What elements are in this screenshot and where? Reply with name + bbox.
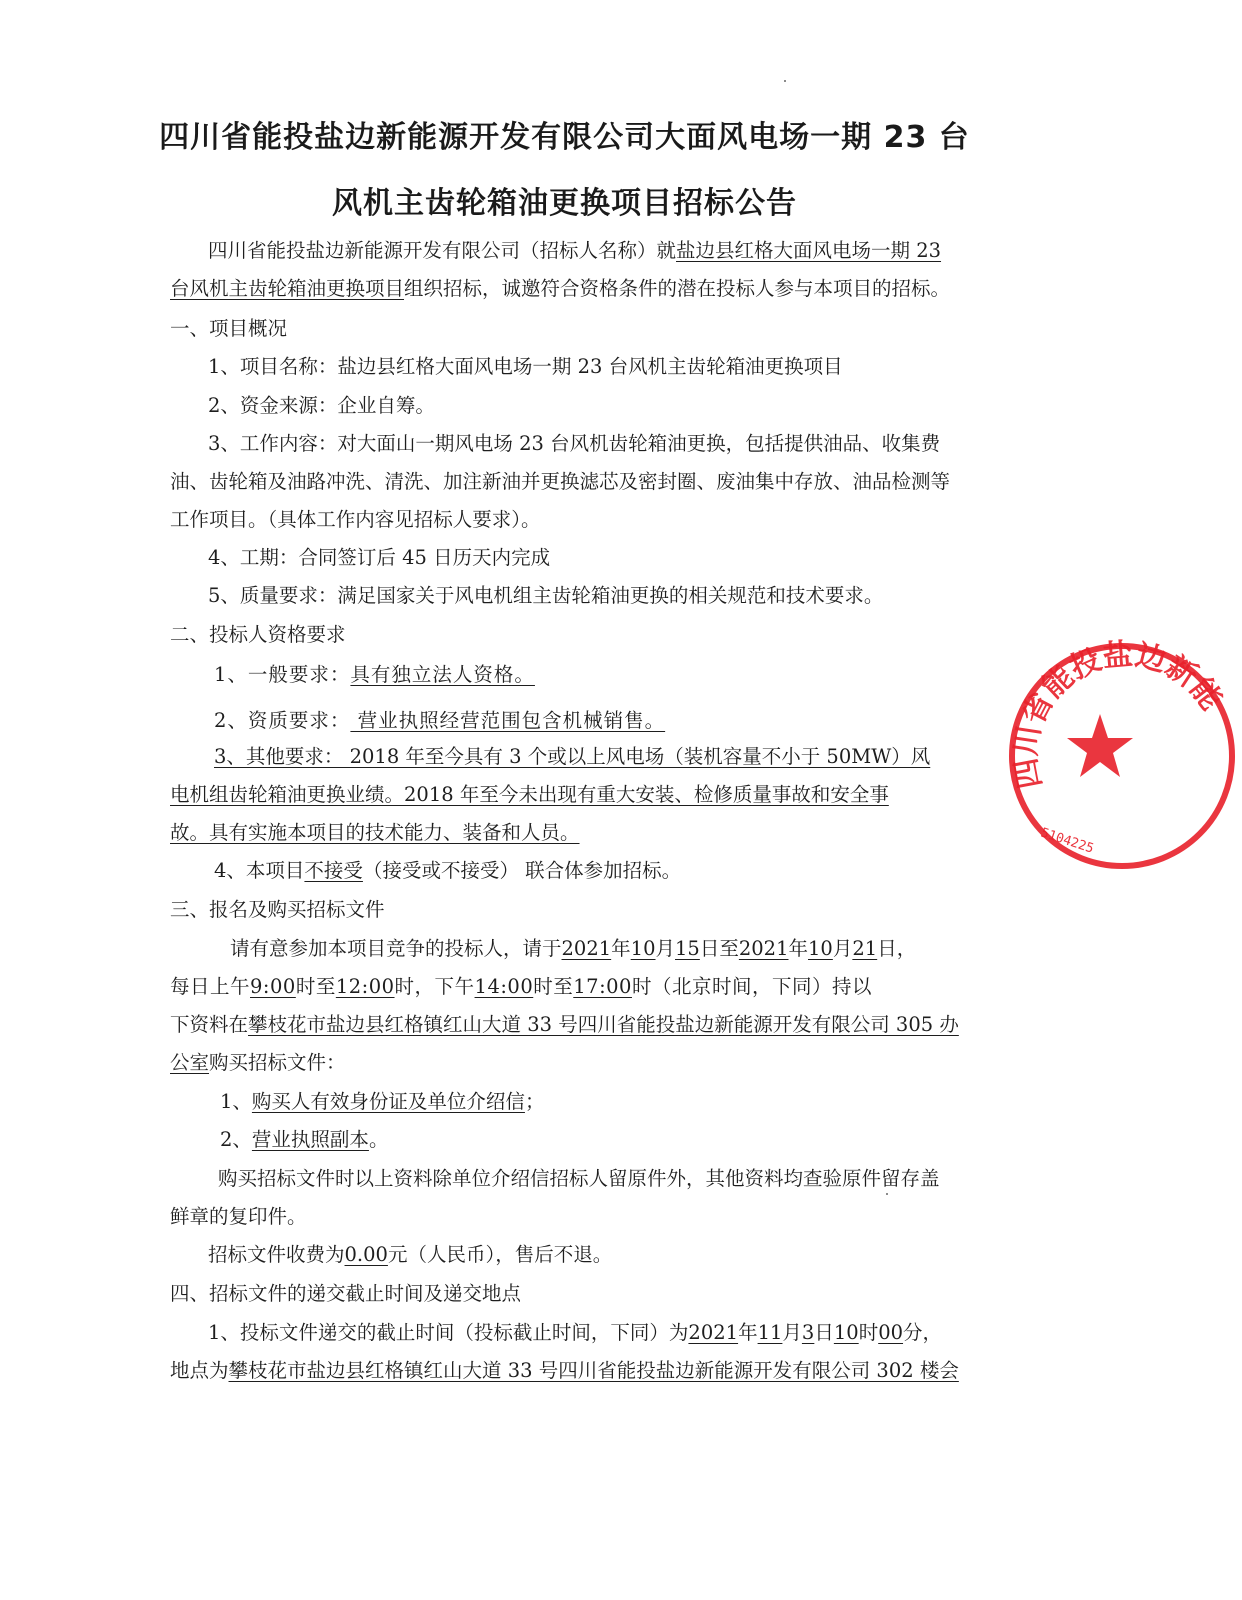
general-requirement [214, 662, 535, 688]
star-icon [1067, 714, 1133, 777]
deadline-month: 11 [757, 1321, 783, 1344]
material-note-line-1: 购买招标文件时以上资料除单位介绍信招标人留原件外，其他资料均查验原件留存盖 [218, 1167, 940, 1190]
material-note-line-2: 鲜章的复印件。 [170, 1205, 307, 1228]
start-day: 15 [675, 937, 700, 960]
pm-end: 17:00 [573, 975, 632, 998]
start-month: 10 [630, 937, 656, 960]
end-year: 2021 [738, 937, 789, 960]
registration-line-1: 请有意参加本项目竞争的投标人，请于2021年10月15日至2021年10月21日， [230, 937, 917, 960]
section-4-heading: 四、招标文件的递交截止时间及递交地点 [170, 1282, 522, 1305]
title-line-1: 四川省能投盐边新能源开发有限公司大面风电场一期 23 台 [159, 120, 970, 155]
company-seal [1002, 636, 1242, 876]
purchase-address: 攀枝花市盐边县红格镇红山大道 33 号四川省能投盐边新能源开发有限公司 305 办 [248, 1013, 959, 1036]
consortium-item [214, 858, 681, 884]
material-id-letter: 购买人有效身份证及单位介绍信 [251, 1090, 525, 1113]
project-name-item: 1、项目名称：盐边县红格大面风电场一期 23 台风机主齿轮箱油更换项目 [208, 355, 843, 378]
req-label: 1、一般要求： [214, 663, 351, 686]
fee-line: 招标文件收费为0.00元（人民币），售后不退。 [208, 1243, 613, 1266]
project-name-underlined-2: 台风机主齿轮箱油更换项目 [170, 277, 405, 300]
intro-text-2: 组织招标，诚邀符合资格条件的潜在投标人参与本项目的招标。 [404, 277, 951, 300]
registration-line-2: 每日上午9:00时至12:00时，下午14:00时至17:00时（北京时间，下同）持以 [170, 975, 872, 998]
seal-code: 5104225 [1038, 825, 1096, 857]
submission-address: 攀枝花市盐边县红格镇红山大道 33 号四川省能投盐边新能源开发有限公司 302 楼会 [228, 1359, 959, 1382]
consortium-value: 不接受 [304, 859, 363, 882]
qualification-requirement [214, 708, 665, 734]
intro-line-2 [170, 276, 950, 302]
intro-line-1 [208, 238, 941, 264]
scan-speck [886, 1193, 888, 1195]
purchase-address-2: 公室 [170, 1051, 210, 1074]
consortium-text: 4、本项目 [214, 859, 305, 882]
section-3-heading: 三、报名及购买招标文件 [170, 898, 385, 921]
deadline-line: 1、投标文件递交的截止时间（投标截止时间，下同）为2021年11月3日10时00分， [208, 1321, 943, 1344]
section-2-heading: 二、投标人资格要求 [170, 623, 346, 646]
other-req-line-3: 故。具有实施本项目的技术能力、装备和人员。 [170, 821, 580, 844]
end-day: 21 [852, 937, 878, 960]
other-req-line-1: 3、其他要求： 2018 年至今具有 3 个或以上风电场（装机容量不小于 50MW）风 [214, 745, 931, 768]
intro-text: 四川省能投盐边新能源开发有限公司（招标人名称）就 [208, 239, 677, 262]
scope-line-1: 3、工作内容：对大面山一期风电场 23 台风机齿轮箱油更换，包括提供油品、收集费 [208, 432, 941, 455]
material-license: 营业执照副本 [251, 1128, 369, 1151]
deadline-year: 2021 [688, 1321, 739, 1344]
start-year: 2021 [561, 937, 612, 960]
req-value: 营业执照经营范围包含机械销售。 [350, 709, 666, 732]
project-name-underlined: 盐边县红格大面风电场一期 23 [676, 239, 942, 262]
consortium-text-2: （接受或不接受） 联合体参加招标。 [362, 859, 682, 882]
am-end: 12:00 [335, 975, 395, 998]
fee-amount: 0.00 [344, 1243, 388, 1266]
section-1-heading: 一、项目概况 [170, 317, 288, 340]
duration-item: 4、工期：合同签订后 45 日历天内完成 [208, 546, 551, 569]
title-line-2: 风机主齿轮箱油更换项目招标公告 [332, 186, 797, 221]
req-value: 具有独立法人资格。 [350, 663, 535, 686]
scan-speck [784, 80, 786, 82]
req-label: 2、资质要求： [214, 709, 351, 732]
material-item-2: 2、营业执照副本。 [220, 1128, 389, 1151]
scope-line-3: 工作项目。（具体工作内容见招标人要求）。 [170, 508, 541, 531]
seal-text: 四川省能投盐边新能 [1008, 637, 1229, 792]
scope-line-2: 油、齿轮箱及油路冲洗、清洗、加注新油并更换滤芯及密封圈、废油集中存放、油品检测等 [170, 470, 951, 493]
end-month: 10 [808, 937, 833, 960]
pm-start: 14:00 [474, 975, 534, 998]
am-start: 9:00 [250, 975, 296, 998]
svg-text:四川省能投盐边新能 [1009, 637, 1229, 791]
deadline-hour: 10 [833, 1321, 859, 1344]
material-item-1: 1、购买人有效身份证及单位介绍信； [220, 1090, 545, 1113]
other-req-line-2: 电机组齿轮箱油更换业绩。2018 年至今未出现有重大安装、检修质量事故和安全事 [170, 783, 889, 806]
submission-place-line: 地点为攀枝花市盐边县红格镇红山大道 33 号四川省能投盐边新能源开发有限公司 302 楼会 [170, 1359, 959, 1382]
deadline-day: 3 [801, 1321, 815, 1344]
registration-line-3: 下资料在攀枝花市盐边县红格镇红山大道 33 号四川省能投盐边新能源开发有限公司 305 办 [170, 1013, 959, 1036]
funding-item: 2、资金来源：企业自筹。 [208, 394, 435, 417]
deadline-minute: 00 [878, 1321, 904, 1344]
quality-item: 5、质量要求：满足国家关于风电机组主齿轮箱油更换的相关规范和技术要求。 [208, 584, 884, 607]
registration-line-4: 公室购买招标文件： [170, 1051, 346, 1074]
